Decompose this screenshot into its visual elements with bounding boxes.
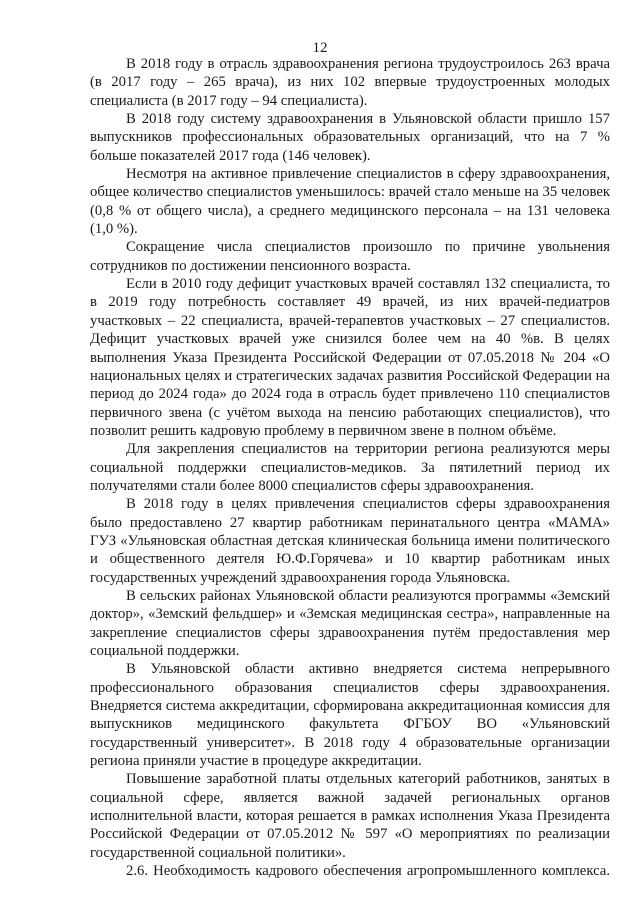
paragraph-social-support: Для закрепления специалистов на территории региона реализуются меры социальной поддержки специалистов-медиков. За пятилетний период их получателями стали более 8000 специалистов сферы здравоохранения. (90, 441, 610, 494)
paragraph-doctors-employed-2018: В 2018 году в отрасль здравоохранения региона трудоустроилось 263 врача (в 2017 году – 265 врача), из них 102 впервые трудоустроенных молодых специалиста (в 2017 году – 94 специалиста). (90, 56, 610, 109)
paragraph-district-doctors-deficit: Если в 2010 году дефицит участковых врачей составлял 132 специалиста, то в 2019 году потребность составляет 49 врачей, из них врачей-педиатров участковых – 22 специалиста, врачей-терапевтов участковых – 27 специалистов. Дефицит участковых врачей уже снизился более чем на 40 %в. В целях выполнения Указа Президента Российской Федерации от 07.05.2018 № 204 «О национальных целях и стратегических задачах развития Российской Федерации на период до 2024 года» до 2024 года в отрасль будет привлечено 110 специалистов первичного звена (с учётом выхода на пенсию работающих специалистов), что позволит решить кадровую проблему в первичном звене в полном объёме. (90, 276, 610, 439)
paragraph-apartments: В 2018 году в целях привлечения специалистов сферы здравоохранения было предоставлено 27 квартир работникам перинатального центра «МАМА» ГУЗ «Ульяновская областная детская клиническая больница имени политического и общественного деятеля Ю.Ф.Горячева» и 10 квартир работникам иных государственных учреждений здравоохранения города Ульяновска. (90, 496, 610, 586)
paragraph-retirement-reason: Сокращение числа специалистов произошло по причине увольнения сотрудников по достижении пенсионного возраста. (90, 239, 610, 274)
paragraph-salary-increase: Повышение заработной платы отдельных категорий работников, занятых в социальной сфере, является важной задачей региональных органов исполнительной власти, которая решается в рамках исполнения Указа Президента Российской Федерации от 07.05.2012 № 597 «О мероприятиях по реализации государственной социальной политики». (90, 771, 610, 861)
paragraph-graduates-2018: В 2018 году систему здравоохранения в Ульяновской области пришло 157 выпускников профессиональных образовательных организаций, что на 7 % больше показателей 2017 года (146 человек). (90, 111, 610, 164)
paragraph-specialists-decrease: Несмотря на активное привлечение специалистов в сферу здравоохранения, общее количество специалистов уменьшилось: врачей стало меньше на 35 человек (0,8 % от общего числа), а среднего медицинского персонала – на 131 человека (1,0 %). (90, 166, 610, 238)
paragraph-continuous-education: В Ульяновской области активно внедряется система непрерывного профессионального образования специалистов сферы здравоохранения. Внедряется система аккредитации, сформирована аккредитационная комиссия для выпускников медицинского факультета ФГБОУ ВО «Ульяновский государственный университет». В 2018 году 4 образовательные организации региона приняли участие в процедуре аккредитации. (90, 661, 610, 770)
page-number: 12 (312, 40, 328, 56)
paragraph-rural-programs: В сельских районах Ульяновской области реализуются программы «Земский доктор», «Земский фельдшер» и «Земская медицинская сестра», направленные на закрепление специалистов сферы здравоохранения путём предоставления мер социальной поддержки. (90, 587, 610, 659)
page-body (90, 55, 610, 880)
section-heading-2-6: 2.6. Необходимость кадрового обеспечения агропромышленного комплекса. (126, 863, 610, 880)
